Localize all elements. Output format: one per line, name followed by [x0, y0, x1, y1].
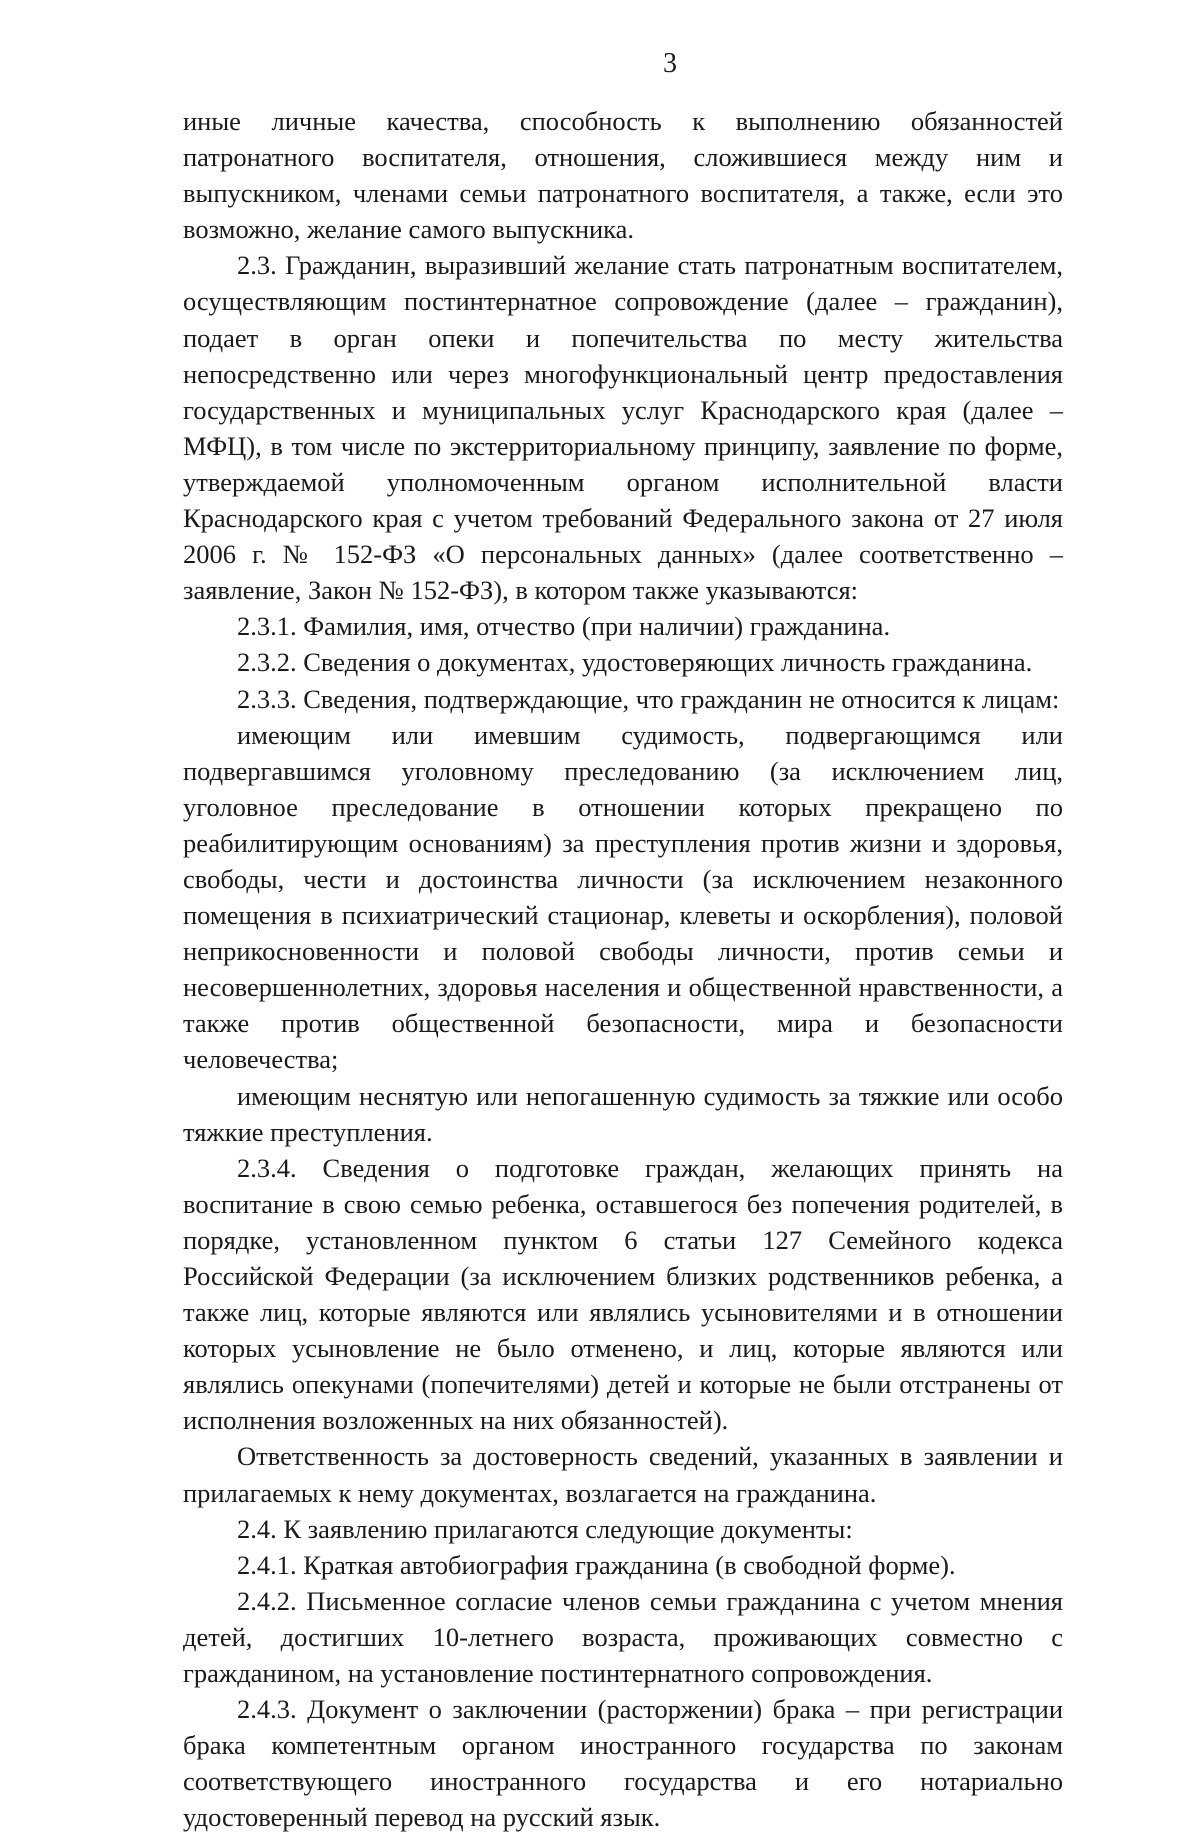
paragraph-2-4-3: 2.4.3. Документ о заключении (расторжении) брака – при регистрации брака компетентным органом иностранного государства по законам соответствующего иностранного государства и его нотариально удостоверенный перевод на русский язык. [183, 1694, 1063, 1833]
paragraph-2-4-1: 2.4.1. Краткая автобиография гражданина (в свободной форме). [237, 1549, 956, 1580]
paragraph-continuation: иные личные качества, способность к выполнению обязанностей патронатного воспитателя, отношения, сложившиеся между ним и выпускником, членами семьи патронатного воспитателя, а также, если это возможно, желание самого выпускника. [183, 106, 1063, 245]
paragraph-2-3-3-item-2: имеющим неснятую или непогашенную судимость за тяжкие или особо тяжкие преступления. [183, 1080, 1063, 1147]
paragraph-2-3: 2.3. Гражданин, выразивший желание стать патронатным воспитателем, осуществляющим постинтернатное сопровождение (далее – гражданин), подает в орган опеки и попечительства по месту жительства непосредственно или через многофункциональный центр предоставления государственных и муниципальных услуг Краснодарского края (далее – МФЦ), в том числе по экстерриториальному принципу, заявление по форме, утверждаемой уполномоченным органом исполнительной власти Краснодарского края с учетом требований Федерального закона от 27 июля 2006 г. № 152-ФЗ «О персональных данных» (далее соответственно – заявление, Закон № 152-ФЗ), в котором также указываются: [183, 250, 1063, 606]
paragraph-responsibility: Ответственность за достоверность сведений, указанных в заявлении и прилагаемых к нему документах, возлагается на гражданина. [183, 1441, 1063, 1508]
paragraph-2-4-2: 2.4.2. Письменное согласие членов семьи гражданина с учетом мнения детей, достигших 10-летнего возраста, проживающих совместно с гражданином, на установление постинтернатного сопровождения. [183, 1585, 1063, 1689]
paragraph-2-3-4: 2.3.4. Сведения о подготовке граждан, желающих принять на воспитание в свою семью ребенка, оставшегося без попечения родителей, в порядке, установленном пунктом 6 статьи 127 Семейного кодекса Российской Федерации (за исключением близких родственников ребенка, а также лиц, которые являются или являлись усыновителями и в отношении которых усыновление не было отменено, и лиц, которые являются или являлись опекунами (попечителями) детей и которые не были отстранены от исполнения возложенных на них обязанностей). [183, 1152, 1063, 1436]
page-number: 3 [663, 48, 677, 79]
document-body [183, 103, 1063, 1836]
paragraph-2-3-2: 2.3.2. Сведения о документах, удостоверяющих личность гражданина. [237, 647, 1033, 678]
paragraph-2-3-1: 2.3.1. Фамилия, имя, отчество (при наличии) гражданина. [237, 611, 891, 642]
paragraph-2-4: 2.4. К заявлению прилагаются следующие документы: [237, 1513, 853, 1544]
paragraph-2-3-3-item-1: имеющим или имевшим судимость, подвергающимся или подвергавшимся уголовному преследованию (за исключением лиц, уголовное преследование в отношении которых прекращено по реабилитирующим основаниям) за преступления против жизни и здоровья, свободы, чести и достоинства личности (за исключением незаконного помещения в психиатрический стационар, клеветы и оскорбления), половой неприкосновенности и половой свободы личности, против семьи и несовершеннолетних, здоровья населения и общественной нравственности, а также против общественной безопасности, мира и безопасности человечества; [183, 719, 1063, 1075]
paragraph-2-3-3: 2.3.3. Сведения, подтверждающие, что гражданин не относится к лицам: [237, 683, 1060, 714]
